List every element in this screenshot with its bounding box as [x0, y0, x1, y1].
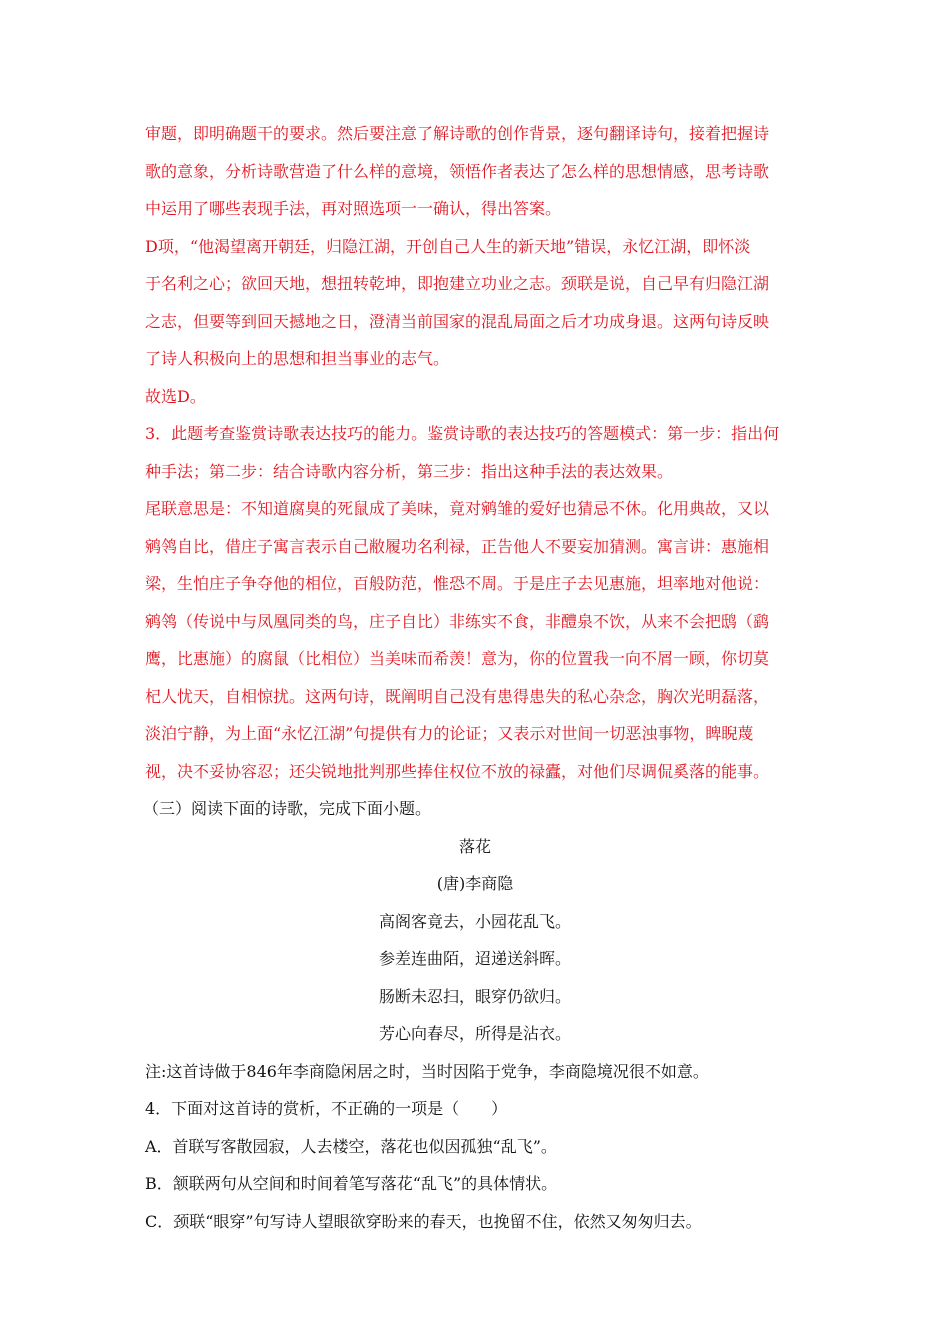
explanation-line: 种手法；第二步：结合诗歌内容分析，第三步：指出这种手法的表达效果。 [145, 462, 674, 481]
explanation-line: 了诗人积极向上的思想和担当事业的志气。 [145, 349, 450, 368]
poem-line: 参差连曲陌，迢递送斜晖。 [378, 949, 571, 968]
option-a: A．首联写客散园寂，人去楼空，落花也似因孤独“乱飞”。 [145, 1137, 557, 1156]
explanation-line: 梁，生怕庄子争夺他的相位，百般防范，惟恐不周。于是庄子去见惠施，坦率地对他说： [145, 574, 770, 593]
explanation-line: 尾联意思是：不知道腐臭的死鼠成了美味，竟对鹓雏的爱好也猜忌不休。化用典故，又以 [145, 499, 770, 518]
explanation-line: D项，“他渴望离开朝廷，归隐江湖，开创自己人生的新天地”错误，永忆江湖，即怀淡 [145, 237, 751, 256]
poem-note: 注:这首诗做于846年李商隐闲居之时，当时因陷于党争，李商隐境况很不如意。 [145, 1062, 709, 1081]
option-b: B．颔联两句从空间和时间着笔写落花“乱飞”的具体情状。 [145, 1174, 558, 1193]
poem-line: 肠断未忍扫，眼穿仍欲归。 [378, 987, 571, 1006]
explanation-line: 淡泊宁静，为上面“永忆江湖”句提供有力的论证；又表示对世间一切恶浊事物，睥睨蔑 [145, 724, 754, 743]
explanation-line: 鹰，比惠施）的腐鼠（比相位）当美味而希羡！意为，你的位置我一向不屑一顾，你切莫 [145, 649, 770, 668]
explanation-line: 3．此题考查鉴赏诗歌表达技巧的能力。鉴赏诗歌的表达技巧的答题模式：第一步：指出何 [145, 424, 780, 443]
explanation-line: 鹓鸰（传说中与凤凰同类的鸟，庄子自比）非练实不食，非醴泉不饮，从来不会把鸱（鹞 [145, 612, 770, 631]
section-heading: （三）阅读下面的诗歌，完成下面小题。 [143, 799, 432, 818]
option-c: C．颈联“眼穿”句写诗人望眼欲穿盼来的春天，也挽留不住，依然又匆匆归去。 [145, 1212, 702, 1231]
explanation-line: 之志，但要等到回天撼地之日，澄清当前国家的混乱局面之后才功成身退。这两句诗反映 [145, 312, 770, 331]
explanation-line: 于名利之心；欲回天地，想扭转乾坤，即抱建立功业之志。颈联是说，自己早有归隐江湖 [145, 274, 770, 293]
question-4: 4．下面对这首诗的赏析，不正确的一项是（ ） [145, 1099, 508, 1118]
poem-line: 芳心向春尽，所得是沾衣。 [378, 1024, 571, 1043]
answer-conclusion: 故选D。 [145, 387, 206, 406]
explanation-line: 歌的意象，分析诗歌营造了什么样的意境，领悟作者表达了怎么样的思想情感，思考诗歌 [145, 162, 770, 181]
explanation-line: 杞人忧天，自相惊扰。这两句诗，既阐明自己没有患得患失的私心杂念，胸次光明磊落， [145, 687, 770, 706]
explanation-line: 鹓鸰自比，借庄子寓言表示自己敝履功名利禄，正告他人不要妄加猜测。寓言讲：惠施相 [145, 537, 770, 556]
poem-title: 落花 [458, 837, 491, 856]
explanation-line: 审题，即明确题干的要求。然后要注意了解诗歌的创作背景，逐句翻译诗句，接着把握诗 [145, 124, 770, 143]
explanation-line: 视，决不妥协容忍；还尖锐地批判那些捧住权位不放的禄蠹，对他们尽调侃奚落的能事。 [145, 762, 770, 781]
poem-line: 高阁客竟去，小园花乱飞。 [378, 912, 571, 931]
explanation-line: 中运用了哪些表现手法，再对照选项一一确认，得出答案。 [145, 199, 562, 218]
poem-author: (唐)李商隐 [436, 874, 514, 893]
